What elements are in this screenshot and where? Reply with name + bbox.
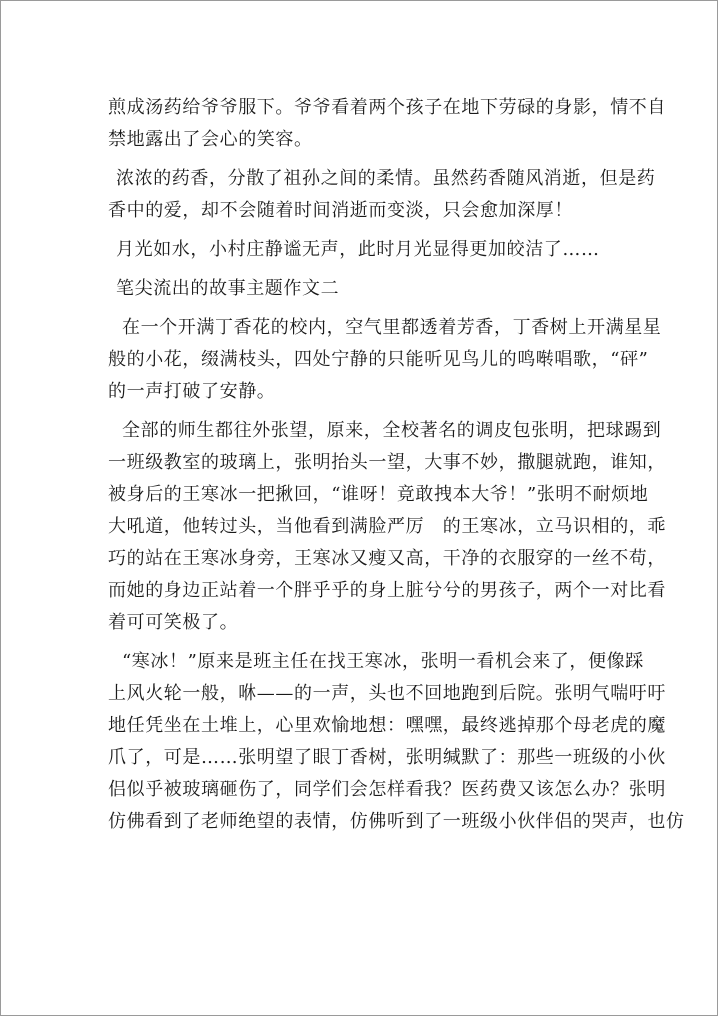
text-line: 一班级教室的玻璃上，张明抬头一望，大事不妙，撒腿就跑，谁知， <box>108 452 666 473</box>
text-line: 着可可笑极了。 <box>108 612 239 633</box>
paragraph-3 <box>108 234 613 266</box>
text-line: 巧的站在王寒冰身旁，王寒冰又瘦又高，干净的衣服穿的一丝不苟， <box>108 548 666 569</box>
text-line: 侣似乎被玻璃砸伤了，同学们会怎样看我？医药费又该怎么办？张明 <box>108 779 666 800</box>
text-line: 地任凭坐在土堆上，心里欢愉地想：嘿嘿，最终逃掉那个母老虎的魔 <box>108 715 666 736</box>
text-line: 在一个开满丁香花的校内，空气里都透着芳香，丁香树上开满星星 <box>122 317 662 338</box>
heading-text: 笔尖流出的故事主题作文二 <box>116 278 340 299</box>
paragraph-2 <box>108 163 656 227</box>
text-line: 大吼道，他转过头，当他看到满脸严厉 的王寒冰，立马识相的，乖 <box>108 516 666 537</box>
section-heading <box>108 273 613 305</box>
text-line: 爪了，可是……张明望了眼丁香树，张明缄默了：那些一班级的小伙 <box>108 747 666 768</box>
text-line: 般的小花，缀满枝头，四处宁静的只能听见鸟儿的鸣啭唱歌，“砰” <box>108 349 649 370</box>
text-line: 上风火轮一般，咻——的一声，头也不回地跑到后院。张明气喘吁吁 <box>108 683 666 704</box>
text-line: 浓浓的药香，分散了祖孙之间的柔情。虽然药香随风消逝，但是药 <box>116 168 656 189</box>
text-line: 煎成汤药给爷爷服下。爷爷看着两个孩子在地下劳碌的身影，情不自 <box>108 97 666 118</box>
text-line: 全部的师生都往外张望，原来，全校著名的调皮包张明，把球踢到 <box>122 420 662 441</box>
text-line: 月光如水，小村庄静谧无声，此时月光显得更加皎洁了…… <box>116 239 600 260</box>
text-line: 仿佛看到了老师绝望的表情，仿佛听到了一班级小伙伴侣的哭声，也仿 <box>108 811 685 832</box>
text-line: 被身后的王寒冰一把揪回，“谁呀！竟敢拽本大爷！”张明不耐烦地 <box>108 484 649 505</box>
text-line: “寒冰！”原来是班主任在找王寒冰，张明一看机会来了，便像踩 <box>122 651 644 672</box>
document-body <box>108 92 685 845</box>
text-line: 香中的爱，却不会随着时间消逝而变淡，只会愈加深厚！ <box>108 200 573 221</box>
paragraph-5 <box>108 415 666 639</box>
text-line: 而她的身边正站着一个胖乎乎的身上脏兮兮的男孩子，两个一对比看 <box>108 580 666 601</box>
text-line: 的一声打破了安静。 <box>108 381 276 402</box>
paragraph-6 <box>108 646 685 838</box>
paragraph-4 <box>108 312 662 408</box>
paragraph-1 <box>108 92 666 156</box>
text-line: 禁地露出了会心的笑容。 <box>108 129 313 150</box>
